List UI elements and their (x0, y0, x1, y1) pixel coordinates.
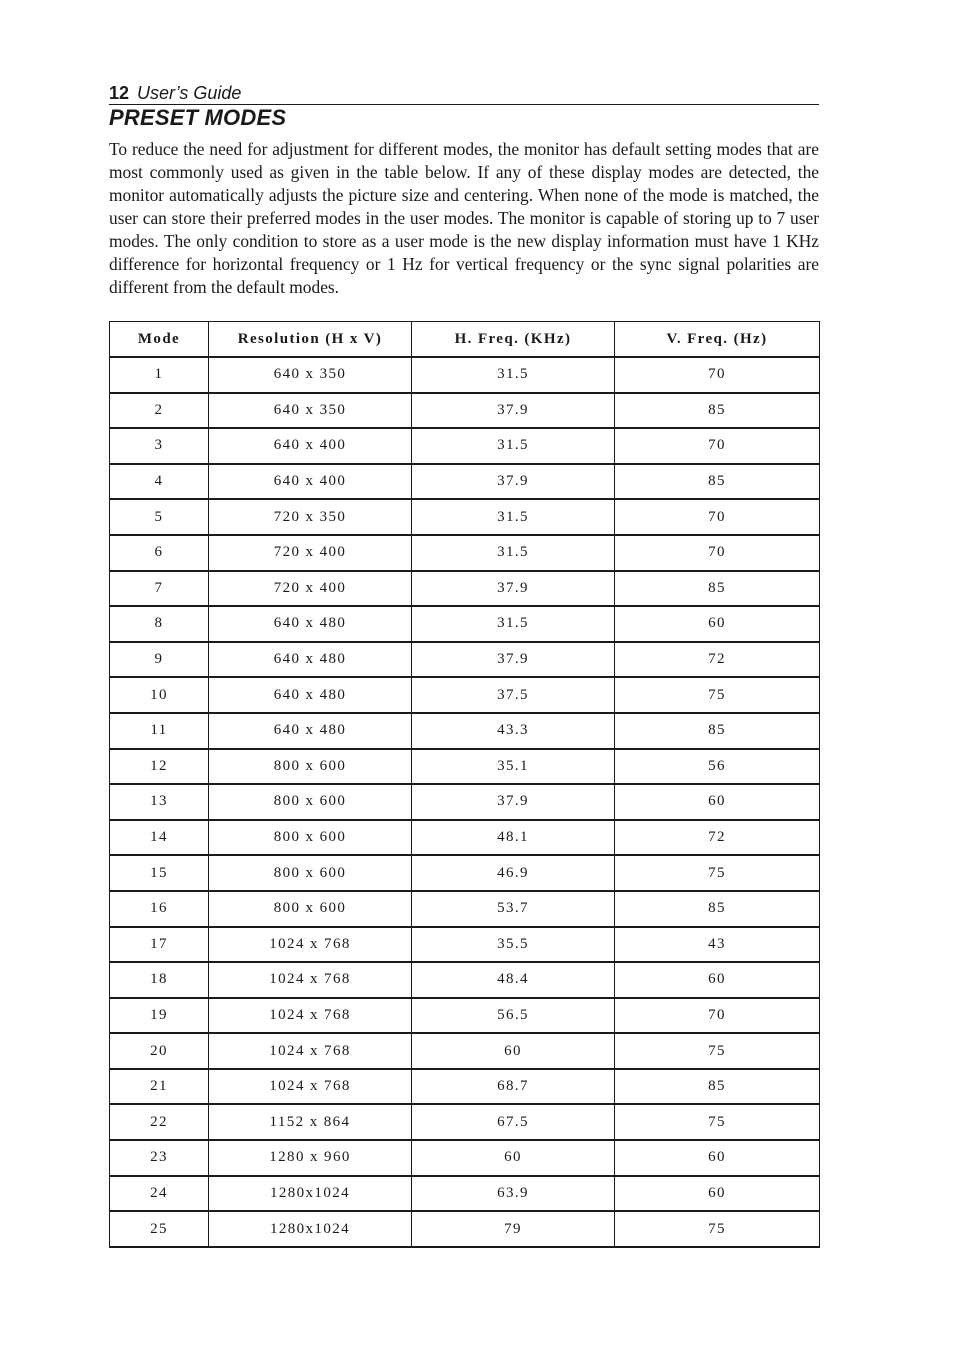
cell-v-freq: 60 (615, 962, 820, 998)
table-row (110, 571, 820, 607)
cell-v-freq: 56 (615, 749, 820, 785)
cell-h-freq: 46.9 (412, 855, 615, 891)
cell-mode: 22 (110, 1104, 209, 1140)
cell-v-freq: 70 (615, 499, 820, 535)
table-row (110, 1140, 820, 1176)
cell-resolution: 640 x 480 (209, 713, 412, 749)
cell-mode: 12 (110, 749, 209, 785)
column-header-h-freq: H. Freq. (KHz) (412, 322, 615, 358)
table-row (110, 642, 820, 678)
cell-resolution: 800 x 600 (209, 855, 412, 891)
cell-mode: 13 (110, 784, 209, 820)
preset-modes-table (109, 321, 820, 1248)
cell-resolution: 1024 x 768 (209, 1033, 412, 1069)
cell-v-freq: 85 (615, 464, 820, 500)
cell-h-freq: 31.5 (412, 606, 615, 642)
cell-resolution: 1024 x 768 (209, 927, 412, 963)
cell-mode: 18 (110, 962, 209, 998)
cell-mode: 11 (110, 713, 209, 749)
cell-h-freq: 31.5 (412, 499, 615, 535)
guide-name: User’s Guide (137, 83, 242, 103)
table-row (110, 1069, 820, 1105)
cell-v-freq: 75 (615, 1211, 820, 1247)
table-row (110, 606, 820, 642)
cell-h-freq: 53.7 (412, 891, 615, 927)
cell-h-freq: 43.3 (412, 713, 615, 749)
table-row (110, 1033, 820, 1069)
cell-mode: 7 (110, 571, 209, 607)
cell-resolution: 640 x 350 (209, 393, 412, 429)
table-row (110, 535, 820, 571)
table-row (110, 1211, 820, 1247)
cell-v-freq: 75 (615, 677, 820, 713)
table-row (110, 499, 820, 535)
cell-v-freq: 70 (615, 535, 820, 571)
cell-resolution: 800 x 600 (209, 784, 412, 820)
cell-resolution: 1024 x 768 (209, 998, 412, 1034)
cell-h-freq: 56.5 (412, 998, 615, 1034)
table-row (110, 464, 820, 500)
cell-mode: 6 (110, 535, 209, 571)
cell-h-freq: 37.9 (412, 642, 615, 678)
cell-v-freq: 60 (615, 606, 820, 642)
cell-v-freq: 70 (615, 998, 820, 1034)
cell-mode: 9 (110, 642, 209, 678)
cell-mode: 4 (110, 464, 209, 500)
cell-h-freq: 48.1 (412, 820, 615, 856)
table-row (110, 1176, 820, 1212)
cell-resolution: 1280 x 960 (209, 1140, 412, 1176)
table-body (110, 357, 820, 1247)
cell-mode: 8 (110, 606, 209, 642)
cell-resolution: 640 x 400 (209, 428, 412, 464)
cell-v-freq: 60 (615, 1140, 820, 1176)
cell-h-freq: 35.5 (412, 927, 615, 963)
table-row (110, 784, 820, 820)
table-row (110, 891, 820, 927)
cell-v-freq: 70 (615, 357, 820, 393)
page-number: 12 (109, 83, 130, 103)
cell-resolution: 640 x 480 (209, 642, 412, 678)
cell-h-freq: 79 (412, 1211, 615, 1247)
cell-v-freq: 75 (615, 1033, 820, 1069)
cell-h-freq: 63.9 (412, 1176, 615, 1212)
cell-resolution: 720 x 350 (209, 499, 412, 535)
cell-h-freq: 37.9 (412, 784, 615, 820)
cell-v-freq: 85 (615, 891, 820, 927)
table-row (110, 357, 820, 393)
cell-mode: 24 (110, 1176, 209, 1212)
cell-mode: 16 (110, 891, 209, 927)
cell-resolution: 1024 x 768 (209, 962, 412, 998)
cell-mode: 21 (110, 1069, 209, 1105)
cell-resolution: 1280x1024 (209, 1211, 412, 1247)
cell-mode: 17 (110, 927, 209, 963)
running-header (109, 82, 819, 105)
cell-v-freq: 72 (615, 820, 820, 856)
cell-resolution: 1024 x 768 (209, 1069, 412, 1105)
cell-h-freq: 48.4 (412, 962, 615, 998)
cell-h-freq: 60 (412, 1140, 615, 1176)
cell-v-freq: 75 (615, 855, 820, 891)
cell-mode: 10 (110, 677, 209, 713)
cell-v-freq: 85 (615, 713, 820, 749)
cell-h-freq: 68.7 (412, 1069, 615, 1105)
cell-resolution: 640 x 480 (209, 677, 412, 713)
cell-v-freq: 85 (615, 571, 820, 607)
cell-h-freq: 31.5 (412, 428, 615, 464)
table-header-row (110, 322, 820, 358)
cell-mode: 23 (110, 1140, 209, 1176)
intro-paragraph: To reduce the need for adjustment for different modes, the monitor has default setting modes that are most commonly used as given in the table below. If any of these display modes are detected, the monitor automatically adjusts the picture size and centering. When none of the mode is matched, the user can store their preferred modes in the user modes. The monitor is capable of storing up to 7 user modes. The only condition to store as a user mode is the new display information must have 1 KHz difference for horizontal frequency or 1 Hz for vertical frequency or the sync signal polarities are different from the default modes. (109, 139, 819, 297)
cell-resolution: 800 x 600 (209, 891, 412, 927)
table-row (110, 998, 820, 1034)
cell-v-freq: 72 (615, 642, 820, 678)
cell-mode: 20 (110, 1033, 209, 1069)
table-row (110, 855, 820, 891)
cell-mode: 5 (110, 499, 209, 535)
cell-v-freq: 43 (615, 927, 820, 963)
cell-resolution: 800 x 600 (209, 749, 412, 785)
cell-mode: 3 (110, 428, 209, 464)
table-row (110, 962, 820, 998)
column-header-v-freq: V. Freq. (Hz) (615, 322, 820, 358)
cell-h-freq: 37.9 (412, 393, 615, 429)
table-row (110, 677, 820, 713)
cell-h-freq: 60 (412, 1033, 615, 1069)
cell-v-freq: 70 (615, 428, 820, 464)
cell-resolution: 640 x 350 (209, 357, 412, 393)
cell-mode: 15 (110, 855, 209, 891)
cell-resolution: 800 x 600 (209, 820, 412, 856)
cell-mode: 19 (110, 998, 209, 1034)
table-row (110, 1104, 820, 1140)
cell-h-freq: 31.5 (412, 535, 615, 571)
table-row (110, 749, 820, 785)
cell-v-freq: 85 (615, 393, 820, 429)
cell-mode: 14 (110, 820, 209, 856)
cell-h-freq: 37.5 (412, 677, 615, 713)
cell-h-freq: 35.1 (412, 749, 615, 785)
cell-h-freq: 37.9 (412, 571, 615, 607)
column-header-mode: Mode (110, 322, 209, 358)
cell-resolution: 1280x1024 (209, 1176, 412, 1212)
cell-mode: 25 (110, 1211, 209, 1247)
cell-v-freq: 75 (615, 1104, 820, 1140)
cell-h-freq: 37.9 (412, 464, 615, 500)
cell-h-freq: 31.5 (412, 357, 615, 393)
table-row (110, 713, 820, 749)
cell-v-freq: 60 (615, 784, 820, 820)
table-row (110, 428, 820, 464)
cell-v-freq: 85 (615, 1069, 820, 1105)
cell-resolution: 640 x 480 (209, 606, 412, 642)
cell-mode: 1 (110, 357, 209, 393)
table-row (110, 393, 820, 429)
cell-mode: 2 (110, 393, 209, 429)
cell-v-freq: 60 (615, 1176, 820, 1212)
table-row (110, 927, 820, 963)
cell-resolution: 640 x 400 (209, 464, 412, 500)
table-row (110, 820, 820, 856)
cell-h-freq: 67.5 (412, 1104, 615, 1140)
cell-resolution: 720 x 400 (209, 535, 412, 571)
section-title: PRESET MODES (109, 105, 287, 130)
column-header-resolution: Resolution (H x V) (209, 322, 412, 358)
cell-resolution: 1152 x 864 (209, 1104, 412, 1140)
cell-resolution: 720 x 400 (209, 571, 412, 607)
